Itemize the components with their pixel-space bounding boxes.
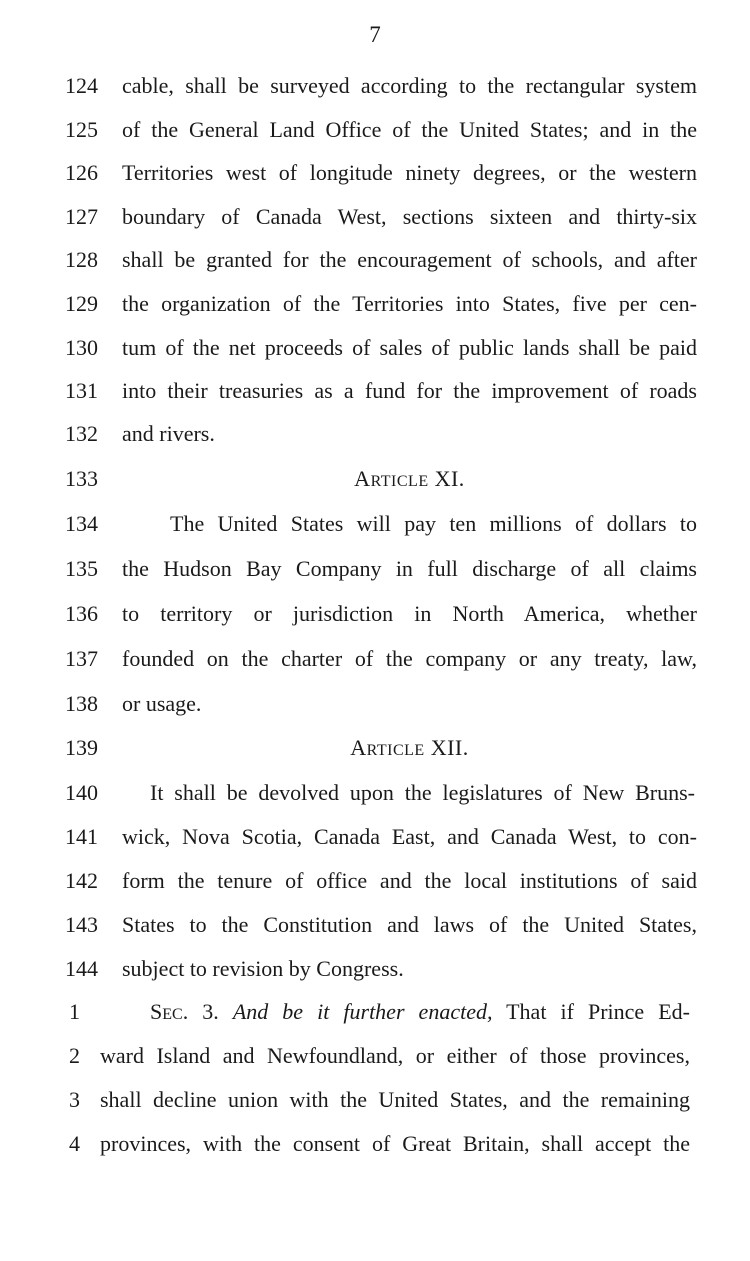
line-text: the organization of the Territories into States, five per cen-	[122, 291, 697, 316]
text-line	[0, 414, 750, 454]
text-line	[0, 594, 750, 634]
section-label-initial: S	[150, 999, 163, 1024]
line-text: or usage.	[122, 691, 202, 716]
text-line	[0, 639, 750, 679]
line-text: to territory or jurisdiction in North America, whether	[122, 601, 697, 626]
text-line	[0, 110, 750, 150]
line-number: 124	[65, 73, 98, 98]
line-text: The United States will pay ten millions of dollars to	[170, 511, 697, 536]
line-text: and rivers.	[122, 421, 215, 446]
line-number: 144	[65, 956, 98, 981]
text-line	[0, 1124, 750, 1164]
line-number: 136	[65, 601, 98, 626]
line-number: 132	[65, 421, 98, 446]
line-text: form the tenure of office and the local institutions of said	[122, 868, 697, 893]
heading-initial: A	[350, 735, 367, 760]
text-line	[0, 905, 750, 945]
heading-small-caps: RTICLE	[370, 473, 429, 490]
line-text: tum of the net proceeds of sales of public lands shall be paid	[122, 335, 697, 360]
article-title	[122, 459, 697, 502]
text-line	[0, 684, 750, 724]
text-line	[0, 197, 750, 237]
line-number: 133	[65, 466, 98, 491]
page-number: 7	[369, 22, 381, 47]
section-text	[150, 992, 690, 1035]
line-number: 2	[69, 1043, 80, 1068]
heading-small-caps: RTICLE	[366, 742, 425, 759]
line-number: 125	[65, 117, 98, 142]
heading-number: XII.	[424, 735, 469, 760]
line-number: 130	[65, 335, 98, 360]
article-title	[122, 728, 697, 771]
line-number: 142	[65, 868, 98, 893]
line-text: It shall be devolved upon the legislatures of New Bruns-	[150, 780, 695, 805]
line-number: 127	[65, 204, 98, 229]
line-number: 3	[69, 1087, 80, 1112]
section-label-small-caps: EC	[162, 1006, 183, 1023]
heading-initial: A	[354, 466, 371, 491]
line-number: 4	[69, 1131, 80, 1156]
heading-number: XI.	[428, 466, 465, 491]
text-line	[0, 817, 750, 857]
text-line	[0, 153, 750, 193]
line-number: 135	[65, 556, 98, 581]
line-number: 143	[65, 912, 98, 937]
line-text: into their treasuries as a fund for the improvement of roads	[122, 378, 697, 403]
line-number: 139	[65, 735, 98, 760]
article-heading	[0, 459, 750, 499]
article-heading	[0, 728, 750, 768]
section-line	[0, 992, 750, 1032]
line-text: subject to revision by Congress.	[122, 956, 404, 981]
line-number: 131	[65, 378, 98, 403]
line-number: 137	[65, 646, 98, 671]
text-line	[0, 66, 750, 106]
line-text: ward Island and Newfoundland, or either of those provinces,	[100, 1043, 690, 1068]
line-text: founded on the charter of the company or any treaty, law,	[122, 646, 697, 671]
text-line	[0, 240, 750, 280]
text-line	[0, 949, 750, 989]
line-number: 129	[65, 291, 98, 316]
line-text: provinces, with the consent of Great Britain, shall accept the	[100, 1131, 690, 1156]
line-text: cable, shall be surveyed according to the rectangular system	[122, 73, 697, 98]
text-line	[0, 549, 750, 589]
line-text: That if Prince Ed-	[492, 999, 690, 1024]
line-number: 126	[65, 160, 98, 185]
line-text: States to the Constitution and laws of the United States,	[122, 912, 697, 937]
text-line	[0, 328, 750, 368]
line-number: 141	[65, 824, 98, 849]
enacting-clause: And be it further enacted,	[232, 999, 493, 1024]
line-text: shall decline union with the United States, and the remaining	[100, 1087, 690, 1112]
line-text: shall be granted for the encouragement of schools, and after	[122, 247, 697, 272]
text-line	[0, 1036, 750, 1076]
line-text: of the General Land Office of the United States; and in the	[122, 117, 697, 142]
line-number: 128	[65, 247, 98, 272]
line-text: boundary of Canada West, sections sixteen and thirty-six	[122, 204, 697, 229]
text-line	[0, 773, 750, 813]
text-line	[0, 284, 750, 324]
section-label-number: . 3.	[182, 999, 233, 1024]
line-text: the Hudson Bay Company in full discharge of all claims	[122, 556, 697, 581]
line-text: Territories west of longitude ninety degrees, or the western	[122, 160, 697, 185]
line-number: 138	[65, 691, 98, 716]
line-text: wick, Nova Scotia, Canada East, and Canada West, to con-	[122, 824, 697, 849]
line-number: 140	[65, 780, 98, 805]
line-number: 1	[69, 999, 80, 1024]
text-line	[0, 1080, 750, 1120]
text-line	[0, 504, 750, 544]
text-line	[0, 861, 750, 901]
text-line	[0, 371, 750, 411]
line-number: 134	[65, 511, 98, 536]
